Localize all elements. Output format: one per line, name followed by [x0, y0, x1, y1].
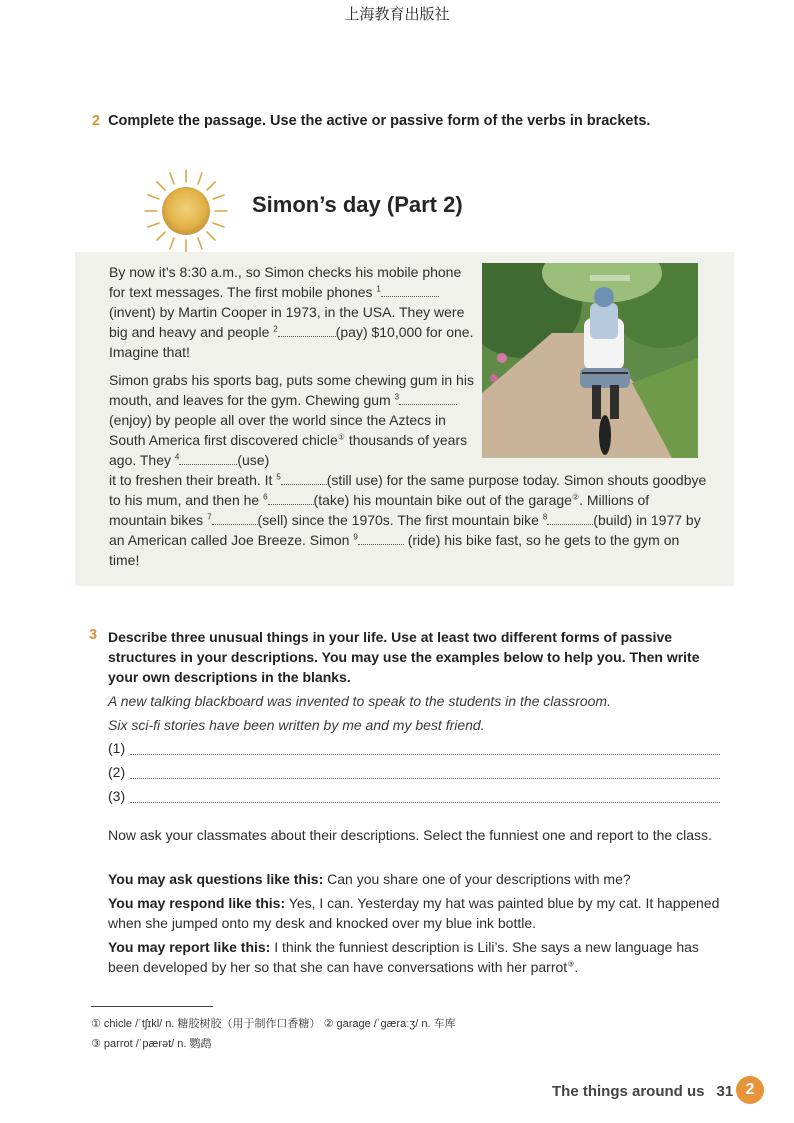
respond-prompt — [108, 893, 728, 933]
answer-dotted-line[interactable] — [130, 778, 720, 779]
footnote-mark: ① — [337, 432, 345, 442]
respond-text: Yes, I can. Yesterday my hat was painted blue by my cat. It happened when she jumped onto my desk and knocked over my blue ink bottle. — [108, 895, 720, 931]
blank-3[interactable] — [399, 391, 457, 405]
exercise-3-text: Describe three unusual things in your life. Use at least two different forms of passive structures in your descriptions. You may use the examples below to help you. Then write your own descriptions in the blanks. — [108, 629, 700, 685]
exercise-2-number: 2 — [92, 113, 101, 129]
answer-line-2[interactable] — [108, 764, 720, 784]
passage-paragraph-2 — [109, 370, 479, 470]
publisher-name: 上海教育出版社 — [344, 5, 450, 23]
blank-number: 6 — [263, 492, 268, 502]
footnote-mark: ② — [571, 492, 580, 502]
exercise-3-instruction — [108, 627, 728, 687]
passage-title: Simon’s day (Part 2) — [252, 192, 463, 217]
text-span: (invent) by Martin Cooper in 1973, in the USA. They were big and heavy and people — [109, 304, 465, 340]
ask-prompt — [108, 869, 728, 889]
example-1: A new talking blackboard was invented to speak to the students in the classroom. — [108, 693, 611, 709]
answer-dotted-line[interactable] — [130, 802, 720, 803]
text-span: By now it’s 8:30 a.m., so Simon checks his mobile phone for text messages. The first mobile phones — [109, 264, 462, 300]
answer-label: (3) — [108, 788, 126, 804]
passage-paragraph-1 — [109, 262, 479, 362]
blank-number: 3 — [394, 392, 400, 402]
blank-5[interactable] — [281, 471, 327, 485]
report-prompt — [108, 937, 728, 977]
answer-line-3[interactable] — [108, 788, 720, 808]
text-span: (enjoy) by people all over the world since the Aztecs in South America first discovered chicle — [109, 412, 446, 448]
blank-1[interactable] — [381, 283, 439, 297]
footnote-divider — [91, 1006, 213, 1007]
blank-number: 2 — [273, 324, 278, 334]
blank-7[interactable] — [212, 511, 258, 525]
text-span: (pay) $10,000 for one. Imagine that! — [109, 324, 474, 360]
exercise-3-number: 3 — [89, 627, 98, 643]
page-number: 31 — [716, 1083, 734, 1100]
text-span: (still use) for the same purpose today. Simon shouts goodbye to his mum, and then he — [109, 472, 707, 508]
blank-number: 5 — [276, 472, 281, 482]
blank-4[interactable] — [179, 451, 237, 465]
text-span: (build) in 1977 by an American called Joe Breeze. Simon — [109, 512, 701, 548]
answer-label: (1) — [108, 740, 126, 756]
ask-label: You may ask questions like this: — [108, 871, 324, 887]
blank-number: 9 — [353, 532, 358, 542]
text-span: (take) his mountain bike out of the garage — [313, 492, 572, 508]
text-span: . Millions of mountain bikes — [109, 492, 650, 528]
footnote-mark: ③ — [567, 959, 575, 969]
sun-icon — [143, 168, 229, 254]
page-footer — [552, 1083, 733, 1100]
report-end: . — [574, 959, 579, 975]
text-span: (sell) since the 1970s. The first mountain bike — [257, 512, 543, 528]
blank-6[interactable] — [268, 491, 314, 505]
text-span: thousands of years ago. They — [109, 432, 468, 468]
example-2: Six sci-fi stories have been written by me and my best friend. — [108, 717, 485, 733]
text-span: Simon grabs his sports bag, puts some chewing gum in his mouth, and leaves for the gym. Chewing gum — [109, 372, 474, 408]
unit-number-badge: 2 — [736, 1076, 764, 1104]
text-span: (ride) his bike fast, so he gets to the gym on time! — [109, 532, 680, 568]
blank-2[interactable] — [278, 323, 336, 337]
blank-number: 8 — [542, 512, 548, 522]
report-text: I think the funniest description is Lili’s. She says a new language has been developed by her so that she can have conversations with her parrot — [108, 939, 699, 975]
follow-up-instruction: Now ask your classmates about their descriptions. Select the funniest one and report to the class. — [108, 827, 712, 843]
passage-paragraph-3 — [109, 470, 709, 570]
answer-dotted-line[interactable] — [130, 754, 720, 755]
blank-number: 7 — [207, 512, 212, 522]
unit-title: The things around us — [552, 1083, 705, 1100]
respond-label: You may respond like this: — [108, 895, 286, 911]
footnote-2: ③ parrot /ˈpærət/ n. 鹦鹉 — [91, 1038, 212, 1050]
text-span: (use) — [237, 452, 270, 468]
answer-line-1[interactable] — [108, 740, 720, 760]
blank-9[interactable] — [358, 531, 404, 545]
cyclist-photo — [482, 263, 698, 458]
text-span: it to freshen their breath. It — [109, 472, 277, 488]
blank-number: 4 — [174, 452, 180, 462]
blank-8[interactable] — [547, 511, 593, 525]
ask-text: Can you share one of your descriptions with me? — [323, 871, 631, 887]
blank-number: 1 — [376, 284, 381, 294]
report-label: You may report like this: — [108, 939, 271, 955]
answer-label: (2) — [108, 764, 126, 780]
exercise-2-text: Complete the passage. Use the active or passive form of the verbs in brackets. — [108, 113, 651, 129]
exercise-2-instruction — [92, 113, 752, 129]
footnote-1: ① chicle /ˈtʃɪkl/ n. 糖胶树胶（用于制作口香糖） ② garage /ˈɡæraːʒ/ n. 车库 — [91, 1018, 456, 1030]
